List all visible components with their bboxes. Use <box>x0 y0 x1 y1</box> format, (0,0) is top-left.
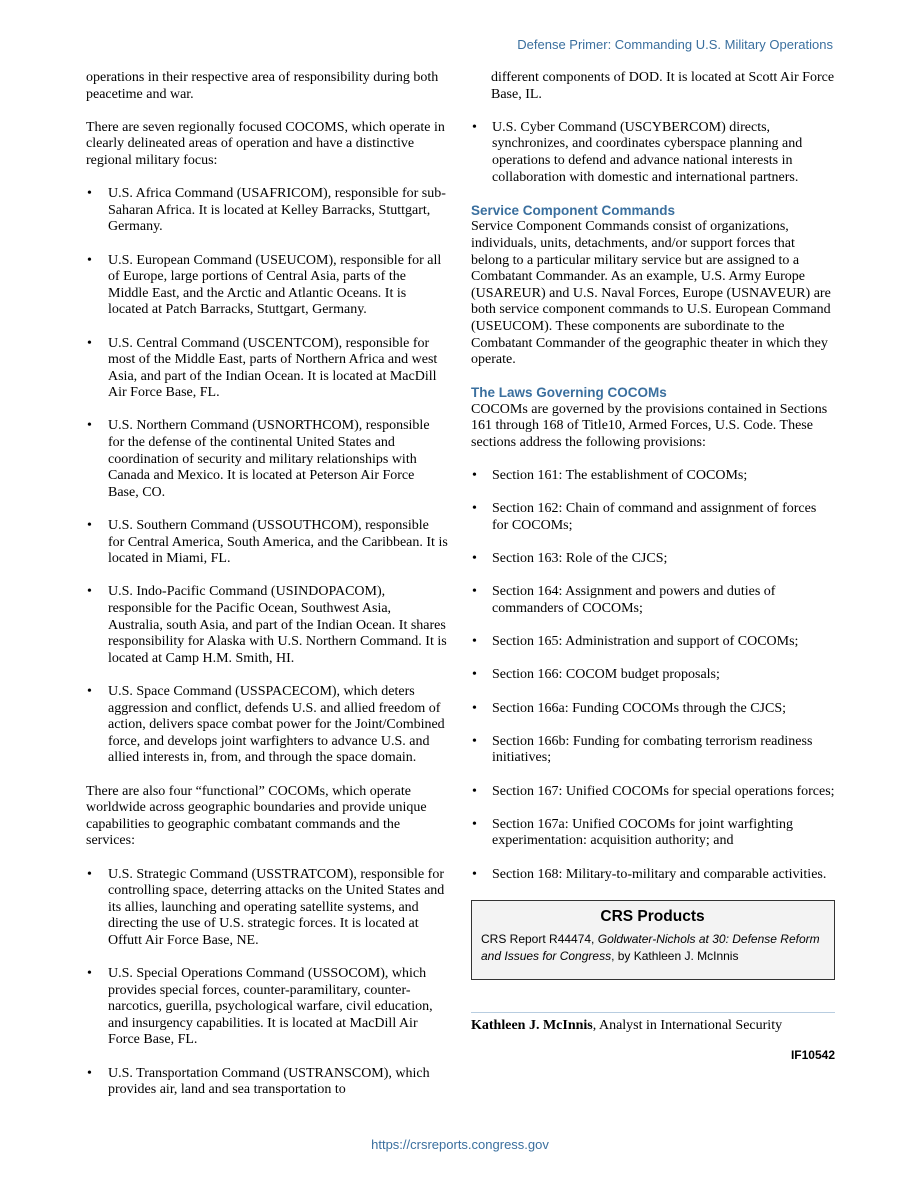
list-item: • Section 165: Administration and support of COCOMs; <box>471 634 835 651</box>
list-item: • Section 164: Assignment and powers and duties of commanders of COCOMs; <box>471 584 835 617</box>
author-role: , Analyst in International Security <box>592 1018 783 1034</box>
list-item: • U.S. Indo-Pacific Command (USINDOPACOM), responsible for the Pacific Ocean, Southwest Asia, Australia, south Asia, and part of the Indian Ocean. It shares responsibility for Alaska with U.S. Northern Command. It is located at Camp H.M. Smith, HI. <box>86 584 448 667</box>
divider <box>471 1012 835 1013</box>
list-item: • Section 163: Role of the CJCS; <box>471 551 835 568</box>
intro-continuation: operations in their respective area of responsibility during both peacetime and war. <box>86 70 439 102</box>
product-code: IF10542 <box>790 1047 835 1062</box>
list-item: • U.S. Northern Command (USNORTHCOM), responsible for the defense of the continental United States and coordination of security and military relationships with Canada and Mexico. It is located at Peterson Air Force Base, CO. <box>86 418 448 501</box>
service-component-heading: Service Component Commands <box>471 202 676 218</box>
running-header: Defense Primer: Commanding U.S. Military Operations <box>517 37 833 52</box>
list-item: • Section 168: Military-to-military and comparable activities. <box>471 867 835 884</box>
report-prefix: CRS Report R44474, <box>481 932 598 947</box>
crs-products-title: CRS Products <box>600 907 705 925</box>
laws-intro: COCOMs are governed by the provisions contained in Sections 161 through 168 of Title10, Armed Forces, U.S. Code. These sections address the following provisions: <box>471 401 828 451</box>
functional-intro: There are also four “functional” COCOMs, which operate worldwide across geographic boundaries and provide unique capabilities to geographic combatant commands and the services: <box>86 783 427 849</box>
footer-url-link[interactable]: https://crsreports.congress.gov <box>371 1137 549 1152</box>
report-suffix: , by Kathleen J. McInnis <box>611 949 739 964</box>
crs-products-box <box>471 900 835 981</box>
sections-list <box>471 468 835 883</box>
list-item: • U.S. Transportation Command (USTRANSCOM), which provides air, land and sea transportation to <box>86 1066 448 1099</box>
left-column <box>86 70 448 1115</box>
regional-commands-list <box>86 186 448 767</box>
author-line <box>471 1018 835 1035</box>
functional-commands-list <box>86 867 448 1099</box>
list-item: • U.S. Cyber Command (USCYBERCOM) directs, synchronizes, and coordinates cyberspace planning and operations to defend and advance national interests in collaboration with domestic and international partners. <box>471 120 835 186</box>
list-item: • U.S. Southern Command (USSOUTHCOM), responsible for Central America, South America, and the Caribbean. It is located in Miami, FL. <box>86 518 448 568</box>
list-item: • Section 166b: Funding for combating terrorism readiness initiatives; <box>471 734 835 767</box>
list-item: • Section 166: COCOM budget proposals; <box>471 667 835 684</box>
list-item: • U.S. European Command (USEUCOM), responsible for all of Europe, large portions of Central Asia, parts of the Middle East, and the Arctic and Atlantic Oceans. It is located at Patch Barracks, Stuttgart, Germany. <box>86 253 448 319</box>
list-item: • Section 167: Unified COCOMs for special operations forces; <box>471 784 835 801</box>
list-item: • U.S. Central Command (USCENTCOM), responsible for most of the Middle East, parts of Northern Africa and west Asia, and part of the Indian Ocean. It is located at MacDill Air Force Base, FL. <box>86 336 448 402</box>
list-item: • U.S. Strategic Command (USSTRATCOM), responsible for controlling space, deterring attacks on the United States and its allies, launching and operating satellite systems, and directing the use of U.S. strategic forces. It is located at Offutt Air Force Base, NE. <box>86 867 448 950</box>
cyber-list <box>471 120 835 186</box>
report-title-link[interactable]: Goldwater-Nichols at 30: Defense Reform and Issues for Congress <box>481 932 820 964</box>
laws-heading: The Laws Governing COCOMs <box>471 385 667 401</box>
service-component-body: Service Component Commands consist of organizations, individuals, units, detachments, and/or support forces that belong to a particular military service but are assigned to a Combatant Commander. As an example, U.S. Army Europe (USAREUR) and U.S. Naval Forces, Europe (USNAVEUR) are both service component commands to U.S. European Command (USEUCOM). These components are subordinate to the Combatant Commander of the geographic theater in which they operate. <box>471 219 831 368</box>
transcom-continuation: different components of DOD. It is located at Scott Air Force Base, IL. <box>491 70 835 102</box>
list-item: • Section 161: The establishment of COCOMs; <box>471 468 835 485</box>
list-item: • Section 167a: Unified COCOMs for joint warfighting experimentation: acquisition authority; and <box>471 817 835 850</box>
list-item: • Section 166a: Funding COCOMs through the CJCS; <box>471 701 835 718</box>
list-item: • U.S. Africa Command (USAFRICOM), responsible for sub-Saharan Africa. It is located at Kelley Barracks, Stuttgart, Germany. <box>86 186 448 236</box>
list-item: • U.S. Space Command (USSPACECOM), which deters aggression and conflict, defends U.S. and allied freedom of action, delivers space combat power for the Joint/Combined force, and develops joint warfighters to advance U.S. and allied interests in, from, and through the space domain. <box>86 684 448 767</box>
list-item: • U.S. Special Operations Command (USSOCOM), which provides special forces, counter-paramilitary, counter-narcotics, guerilla, psychological warfare, civil education, and insurgency capabilities. It is located at MacDill Air Force Base, FL. <box>86 966 448 1049</box>
list-item: • Section 162: Chain of command and assignment of forces for COCOMs; <box>471 501 835 534</box>
author-name: Kathleen J. McInnis <box>471 1018 593 1034</box>
crs-products-entry <box>481 931 824 965</box>
right-column <box>471 70 835 1063</box>
regional-intro: There are seven regionally focused COCOMS, which operate in clearly delineated areas of operation and have a distinctive regional military focus: <box>86 119 445 168</box>
